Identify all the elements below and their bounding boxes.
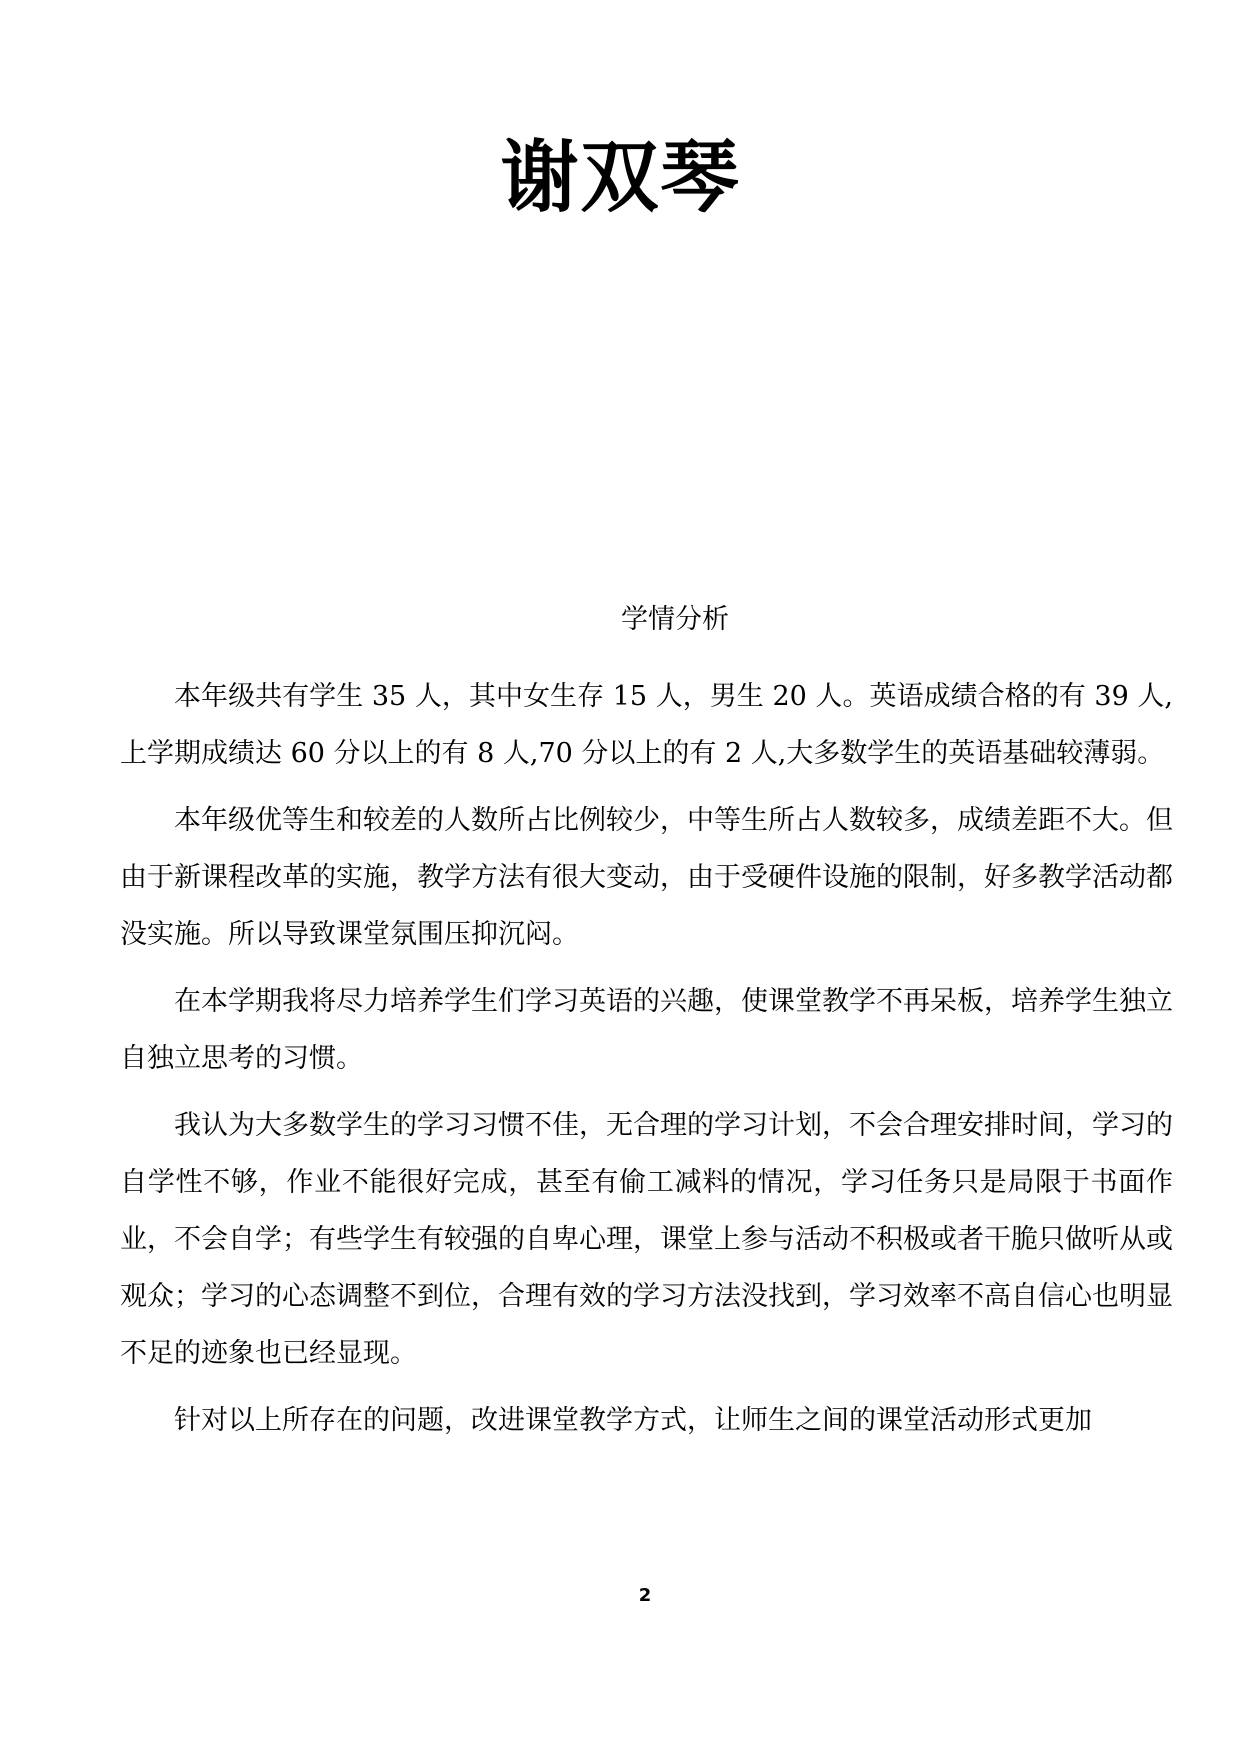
body-text bbox=[120, 668, 1173, 1459]
author-name-heading: 谢双琴 bbox=[500, 133, 741, 223]
page-number: 2 bbox=[638, 1585, 652, 1606]
paragraph: 针对以上所存在的问题，改进课堂教学方式，让师生之间的课堂活动形式更加 bbox=[174, 1405, 1092, 1436]
paragraph: 在本学期我将尽力培养学生们学习英语的兴趣，使课堂教学不再呆板，培养学生独立自独立思考的习惯。 bbox=[120, 986, 1173, 1074]
paragraph: 本年级优等生和较差的人数所占比例较少，中等生所占人数较多，成绩差距不大。但由于新课程改革的实施，教学方法有很大变动，由于受硬件设施的限制，好多教学活动都没实施。所以导致课堂氛围压抑沉闷。 bbox=[120, 805, 1173, 950]
paragraph: 本年级共有学生 35 人，其中女生存 15 人，男生 20 人。英语成绩合格的有 39 人,上学期成绩达 60 分以上的有 8 人,70 分以上的有 2 人,大多数学生的英语基础较薄弱。 bbox=[120, 681, 1173, 769]
paragraph: 我认为大多数学生的学习习惯不佳，无合理的学习计划，不会合理安排时间，学习的自学性不够，作业不能很好完成，甚至有偷工减料的情况，学习任务只是局限于书面作业，不会自学；有些学生有较强的自卑心理，课堂上参与活动不积极或者干脆只做听从或观众；学习的心态调整不到位，合理有效的学习方法没找到，学习效率不高自信心也明显不足的迹象也已经显现。 bbox=[120, 1110, 1173, 1369]
section-title: 学情分析 bbox=[621, 604, 729, 635]
